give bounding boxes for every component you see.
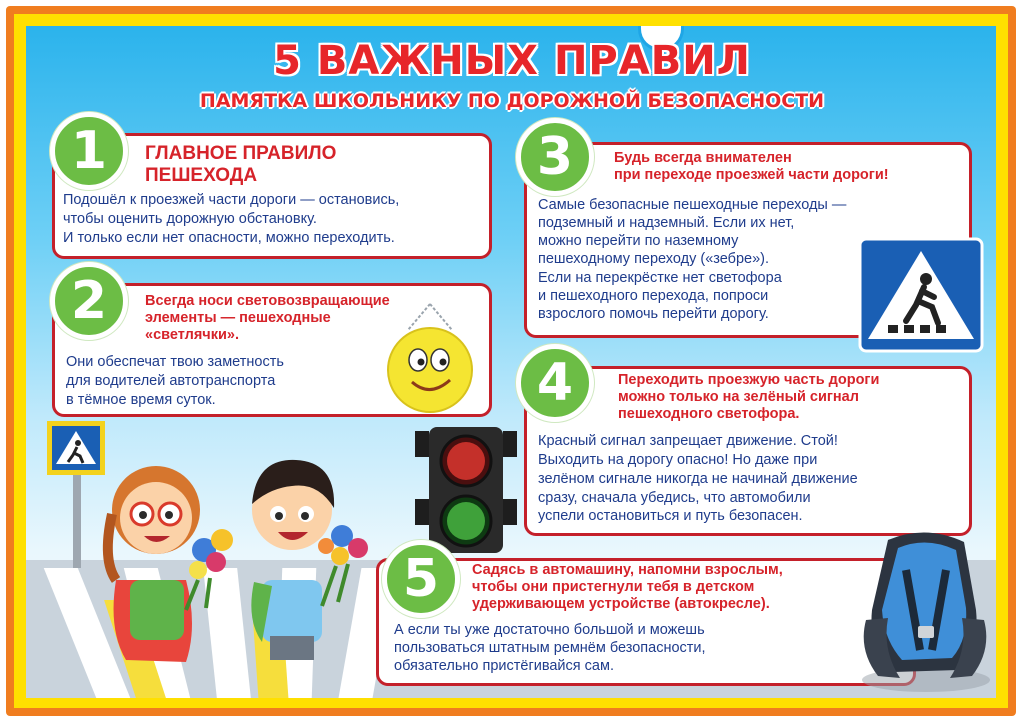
reflector-smiley-icon — [378, 300, 482, 416]
rule-number-2: 2 — [50, 262, 128, 340]
rule-1-body-line: Подошёл к проезжей части дороги — остановись, — [63, 192, 400, 208]
rule-3-body — [538, 196, 846, 323]
rule-4-heading-line: Переходить проезжую часть дороги — [618, 372, 880, 388]
rule-1-heading-line: ГЛАВНОЕ ПРАВИЛО — [145, 143, 337, 164]
rule-number-3: 3 — [516, 118, 594, 196]
rule-3-heading-line: Будь всегда внимателен — [614, 150, 792, 166]
pedestrian-crossing-sign-icon — [858, 237, 984, 353]
rule-1-body-line: И только если нет опасности, можно переходить. — [63, 229, 395, 246]
rule-5-body — [394, 622, 706, 676]
rule-number-1: 1 — [50, 112, 128, 190]
rule-5-body-line: обязательно пристёгивайся сам. — [394, 657, 614, 674]
rule-3-heading-line: при переходе проезжей части дороги! — [614, 167, 889, 184]
rule-3-heading — [614, 150, 889, 184]
rule-3-body-line: Если на перекрёстке нет светофора — [538, 269, 782, 286]
rule-5-body-line: пользоваться штатным ремнём безопасности, — [394, 639, 706, 656]
rule-4-heading-line: можно только на зелёный сигнал — [618, 389, 859, 406]
rule-2-heading-line: элементы — пешеходные — [145, 310, 331, 327]
rule-4-body-line: Выходить на дорогу опасно! Но даже при — [538, 451, 818, 468]
rule-2-heading-line: «светлячки». — [145, 327, 239, 344]
rule-4-body-line: сразу, сначала убедись, что автомобили — [538, 489, 811, 506]
rule-2-heading-line: Всегда носи световозвращающие — [145, 293, 390, 309]
rule-4-body-line: успели остановиться и путь безопасен. — [538, 508, 803, 525]
rule-4-body — [538, 432, 858, 526]
rule-3-body-line: взрослого помочь перейти дорогу. — [538, 305, 769, 322]
rule-1-body-line: чтобы оценить дорожную обстановку. — [63, 210, 317, 227]
traffic-light-icon — [413, 425, 519, 555]
poster-title: 5 ВАЖНЫХ ПРАВИЛ — [273, 38, 751, 84]
rule-5-heading-line: чтобы они пристегнули тебя в детском — [472, 579, 755, 596]
rule-5-heading — [472, 562, 783, 613]
poster-subtitle: ПАМЯТКА ШКОЛЬНИКУ ПО ДОРОЖНОЙ БЕЗОПАСНОСТИ — [199, 90, 825, 112]
rule-3-body-line: пешеходному переходу («зебре»). — [538, 251, 770, 268]
rule-2-body-line: в тёмное время суток. — [66, 391, 216, 408]
rule-5-heading-line: удерживающем устройстве (автокресле). — [472, 596, 770, 613]
rule-3-body-line: можно перейти по наземному — [538, 233, 739, 250]
rule-3-body-line: и пешеходного перехода, попроси — [538, 287, 769, 304]
rule-4-body-line: зелёном сигнале никогда не начинай движение — [538, 470, 858, 487]
rule-4-heading — [618, 372, 879, 423]
rule-number-4: 4 — [516, 344, 594, 422]
rule-5-body-line: А если ты уже достаточно большой и можешь — [394, 622, 705, 638]
rule-4-body-line: Красный сигнал запрещает движение. Стой! — [538, 433, 838, 449]
rule-2-body — [66, 353, 284, 410]
rule-1-body — [63, 191, 399, 248]
rule-number-5: 5 — [382, 540, 460, 618]
rule-3-body-line: подземный и надземный. Если их нет, — [538, 215, 795, 232]
children-illustration — [86, 430, 382, 670]
sign-pole — [73, 472, 81, 568]
rule-2-body-line: для водителей автотранспорта — [66, 372, 276, 389]
rule-5-heading-line: Садясь в автомашину, напомни взрослым, — [472, 562, 783, 578]
rule-1-heading-line: ПЕШЕХОДА — [145, 165, 258, 187]
rule-2-heading — [145, 293, 390, 344]
car-seat-icon — [848, 530, 998, 696]
rule-3-body-line: Самые безопасные пешеходные переходы — — [538, 197, 847, 213]
rule-4-heading-line: пешеходного светофора. — [618, 406, 800, 423]
rule-2-body-line: Они обеспечат твою заметность — [66, 354, 284, 370]
rule-1-heading — [145, 143, 336, 188]
